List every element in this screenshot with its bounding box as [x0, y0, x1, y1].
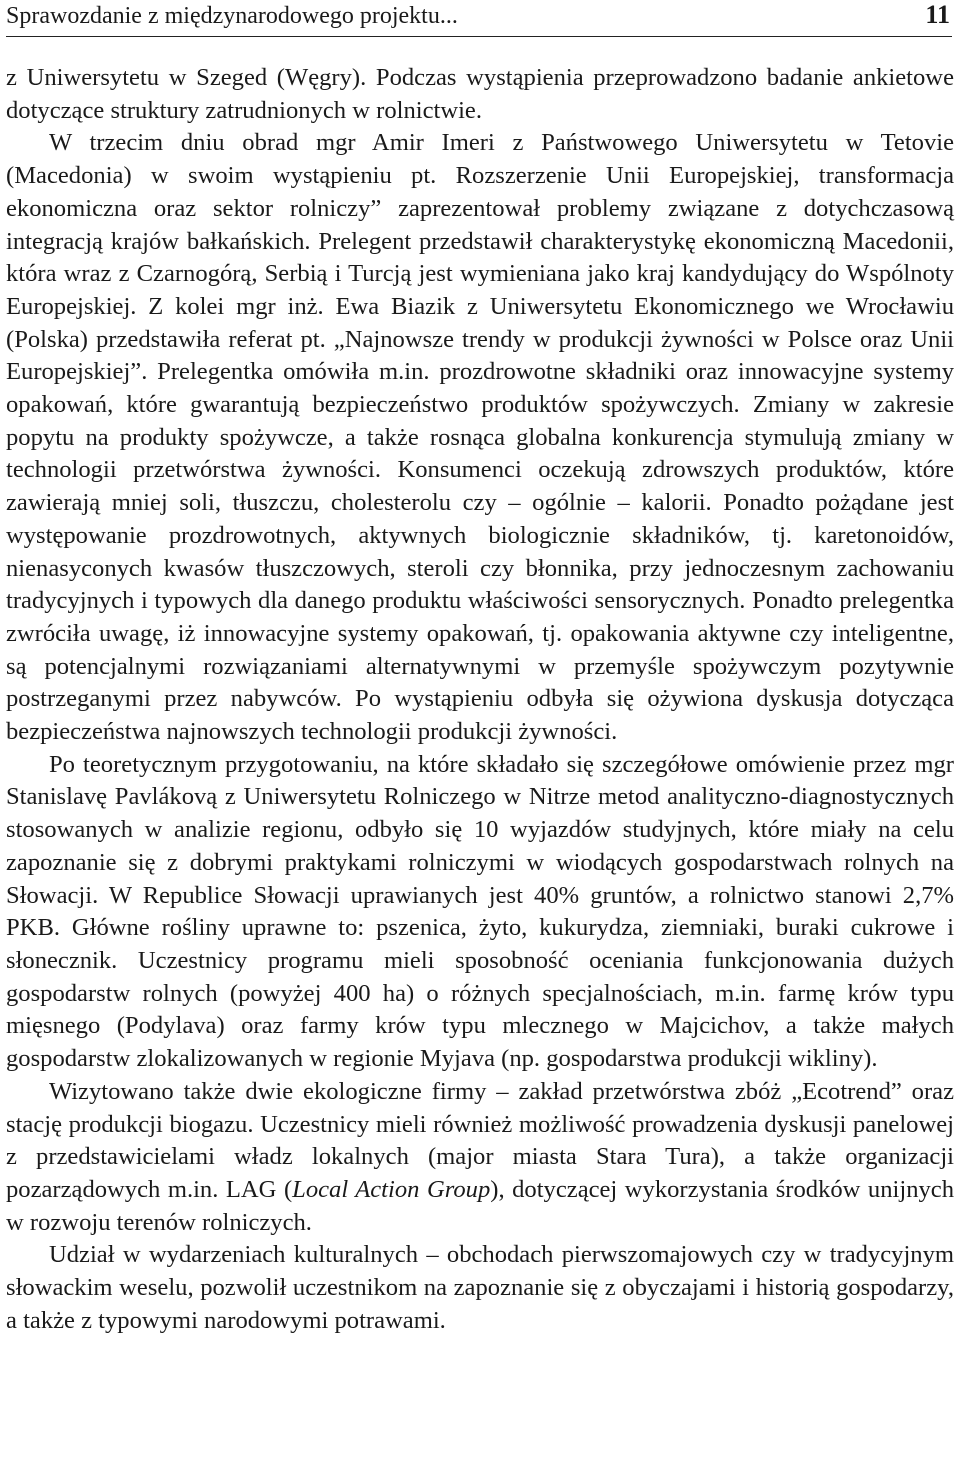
paragraph-cultural-events: Udział w wydarzeniach kulturalnych – obchodach pierwszomajowych czy w tradycyjnym słowackim weselu, pozwolił uczestnikom na zapoznanie się z obyczajami i historią gospodarzy, a także z typowymi narodowymi potrawami.: [6, 1241, 954, 1334]
paragraph-eco-firms-part-1: Wizytowano także dwie ekologiczne firmy – zakład przetwórstwa zbóż „Ecotrend” oraz stację produkcji biogazu. Uczestnicy mieli również możliwość prowadzenia dyskusji panelowej z przedstawicielami władz lokalnych (major miasta Stara Tura), a także organizacji pozarządowych m.in. LAG (: [6, 1077, 954, 1203]
paragraph-eco-firms: [6, 1076, 954, 1240]
paragraph-imeri-biazik: W trzecim dniu obrad mgr Amir Imeri z Państwowego Uniwersytetu w Tetovie (Macedonia) w swoim wystąpieniu pt. Rozszerzenie Unii Europejskiej, transformacja ekonomiczna oraz sektor rolniczy” zaprezentował problemy związane z dotychczasową integracją krajów bałkańskich. Prelegent przedstawił charakterystykę ekonomiczną Macedonii, która wraz z Czarnogórą, Serbią i Turcją jest wymieniana jako kraj kandydujący do Wspólnoty Europejskiej. Z kolei mgr inż. Ewa Biazik z Uniwersytetu Ekonomicznego we Wrocławiu (Polska) przedstawiła referat pt. „Najnowsze trendy w produkcji żywności w Polsce oraz Unii Europejskiej”. Prelegentka omówiła m.in. prozdrowotne składniki oraz innowacyjne systemy opakowań, które gwarantują bezpieczeństwo produktów spożywczych. Zmiany w zakresie popytu na produkty spożywcze, a także rosnąca globalna konkurencja stymulują zmiany w technologii przetwórstwa żywności. Konsumenci oczekują zdrowszych produktów, które zawierają mniej soli, tłuszczu, cholesterolu czy – ogólnie – kalorii. Ponadto pożądane jest występowanie prozdrowotnych, aktywnych biologicznie składników, tj. karetonoidów, nienasyconych kwasów tłuszczowych, steroli czy błonnika, przy jednoczesnym zachowaniu tradycyjnych i typowych dla danego produktu właściwości sensorycznych. Ponadto prelegentka zwróciła uwagę, iż innowacyjne systemy opakowań, tj. opakowania aktywne czy inteligentne, są potencjalnymi rozwiązaniami alternatywnymi w przemyśle spożywczym pozytywnie postrzeganymi przez nabywców. Po wystąpieniu odbyła się ożywiona dyskusja dotycząca bezpieczeństwa najnowszych technologii produkcji żywności.: [6, 129, 954, 746]
paragraph-study-visits: Po teoretycznym przygotowaniu, na które składało się szczegółowe omówienie przez mgr Stanislavę Pavlákovą z Uniwersytetu Rolniczego w Nitrze metod analityczno-diagnostycznych stosowanych w analizie regionu, odbyło się 10 wyjazdów studyjnych, które miały na celu zapoznanie się z dobrymi praktykami rolniczymi w wiodących gospodarstwach rolnych na Słowacji. W Republice Słowacji uprawianych jest 40% gruntów, a rolnictwo stanowi 2,7% PKB. Główne rośliny uprawne to: pszenica, żyto, kukurydza, ziemniaki, buraki cukrowe i słonecznik. Uczestnicy programu mieli sposobność oceniania funkcjonowania dużych gospodarstw rolnych (powyżej 400 ha) o różnych specjalnościach, m.in. farmę krów typu mięsnego (Podylava) oraz farmy krów typu mlecznego w Majcichov, a także małych gospodarstw zlokalizowanych w regionie Myjava (np. gospodarstwa produkcji wikliny).: [6, 750, 954, 1073]
paragraph-eco-firms-part-2: ), dotyczącej wykorzystania środków unijnych w rozwoju terenów rolniczych.: [6, 1175, 955, 1236]
lag-italic-term: Local Action Group: [292, 1175, 491, 1203]
body-text: [6, 62, 954, 1337]
running-title: Sprawozdanie z międzynarodowego projektu...: [6, 3, 458, 29]
paragraph-continued: z Uniwersytetu w Szeged (Węgry). Podczas wystąpienia przeprowadzono badanie ankietowe dotyczące struktury zatrudnionych w rolnictwie.: [6, 64, 954, 124]
page-number: 11: [925, 0, 950, 29]
page-header: [6, 0, 952, 37]
